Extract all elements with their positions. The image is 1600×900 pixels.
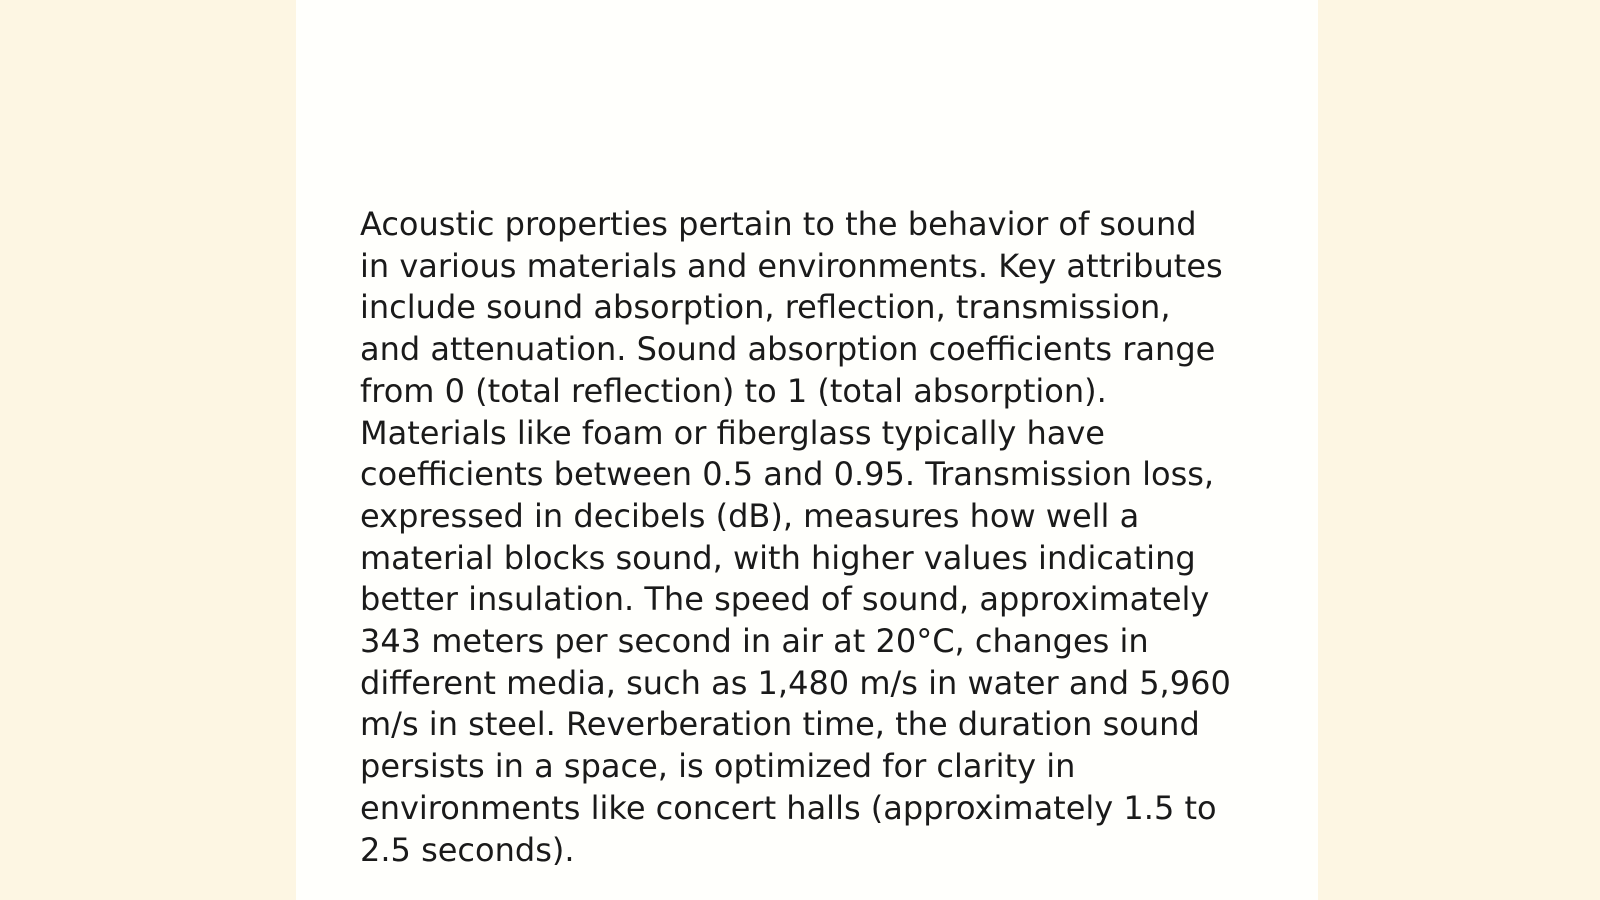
document-page bbox=[296, 0, 1318, 900]
paragraph-line-5: from 0 (total reflection) to 1 (total absorption). bbox=[360, 371, 1107, 410]
paragraph-line-2: in various materials and environments. Key attributes bbox=[360, 246, 1223, 285]
paragraph-line-3: include sound absorption, reflection, transmission, bbox=[360, 288, 1171, 327]
body-paragraph bbox=[360, 204, 1240, 871]
paragraph-line-6: Materials like foam or fiberglass typically have bbox=[360, 413, 1105, 452]
paragraph-line-16: 2.5 seconds). bbox=[360, 830, 575, 869]
paragraph-line-12: different media, such as 1,480 m/s in water and 5,960 bbox=[360, 663, 1231, 702]
paragraph-line-11: 343 meters per second in air at 20°C, changes in bbox=[360, 622, 1149, 661]
paragraph-line-1: Acoustic properties pertain to the behavior of sound bbox=[360, 205, 1197, 243]
paragraph-line-7: coefficients between 0.5 and 0.95. Transmission loss, bbox=[360, 455, 1215, 494]
paragraph-line-14: persists in a space, is optimized for clarity in bbox=[360, 747, 1076, 786]
paragraph-line-9: material blocks sound, with higher values indicating bbox=[360, 538, 1196, 577]
paragraph-line-8: expressed in decibels (dB), measures how well a bbox=[360, 496, 1140, 535]
paragraph-line-15: environments like concert halls (approximately 1.5 to bbox=[360, 788, 1217, 827]
paragraph-line-13: m/s in steel. Reverberation time, the duration sound bbox=[360, 705, 1200, 744]
paragraph-line-4: and attenuation. Sound absorption coefficients range bbox=[360, 330, 1216, 369]
paragraph-line-10: better insulation. The speed of sound, approximately bbox=[360, 580, 1210, 619]
